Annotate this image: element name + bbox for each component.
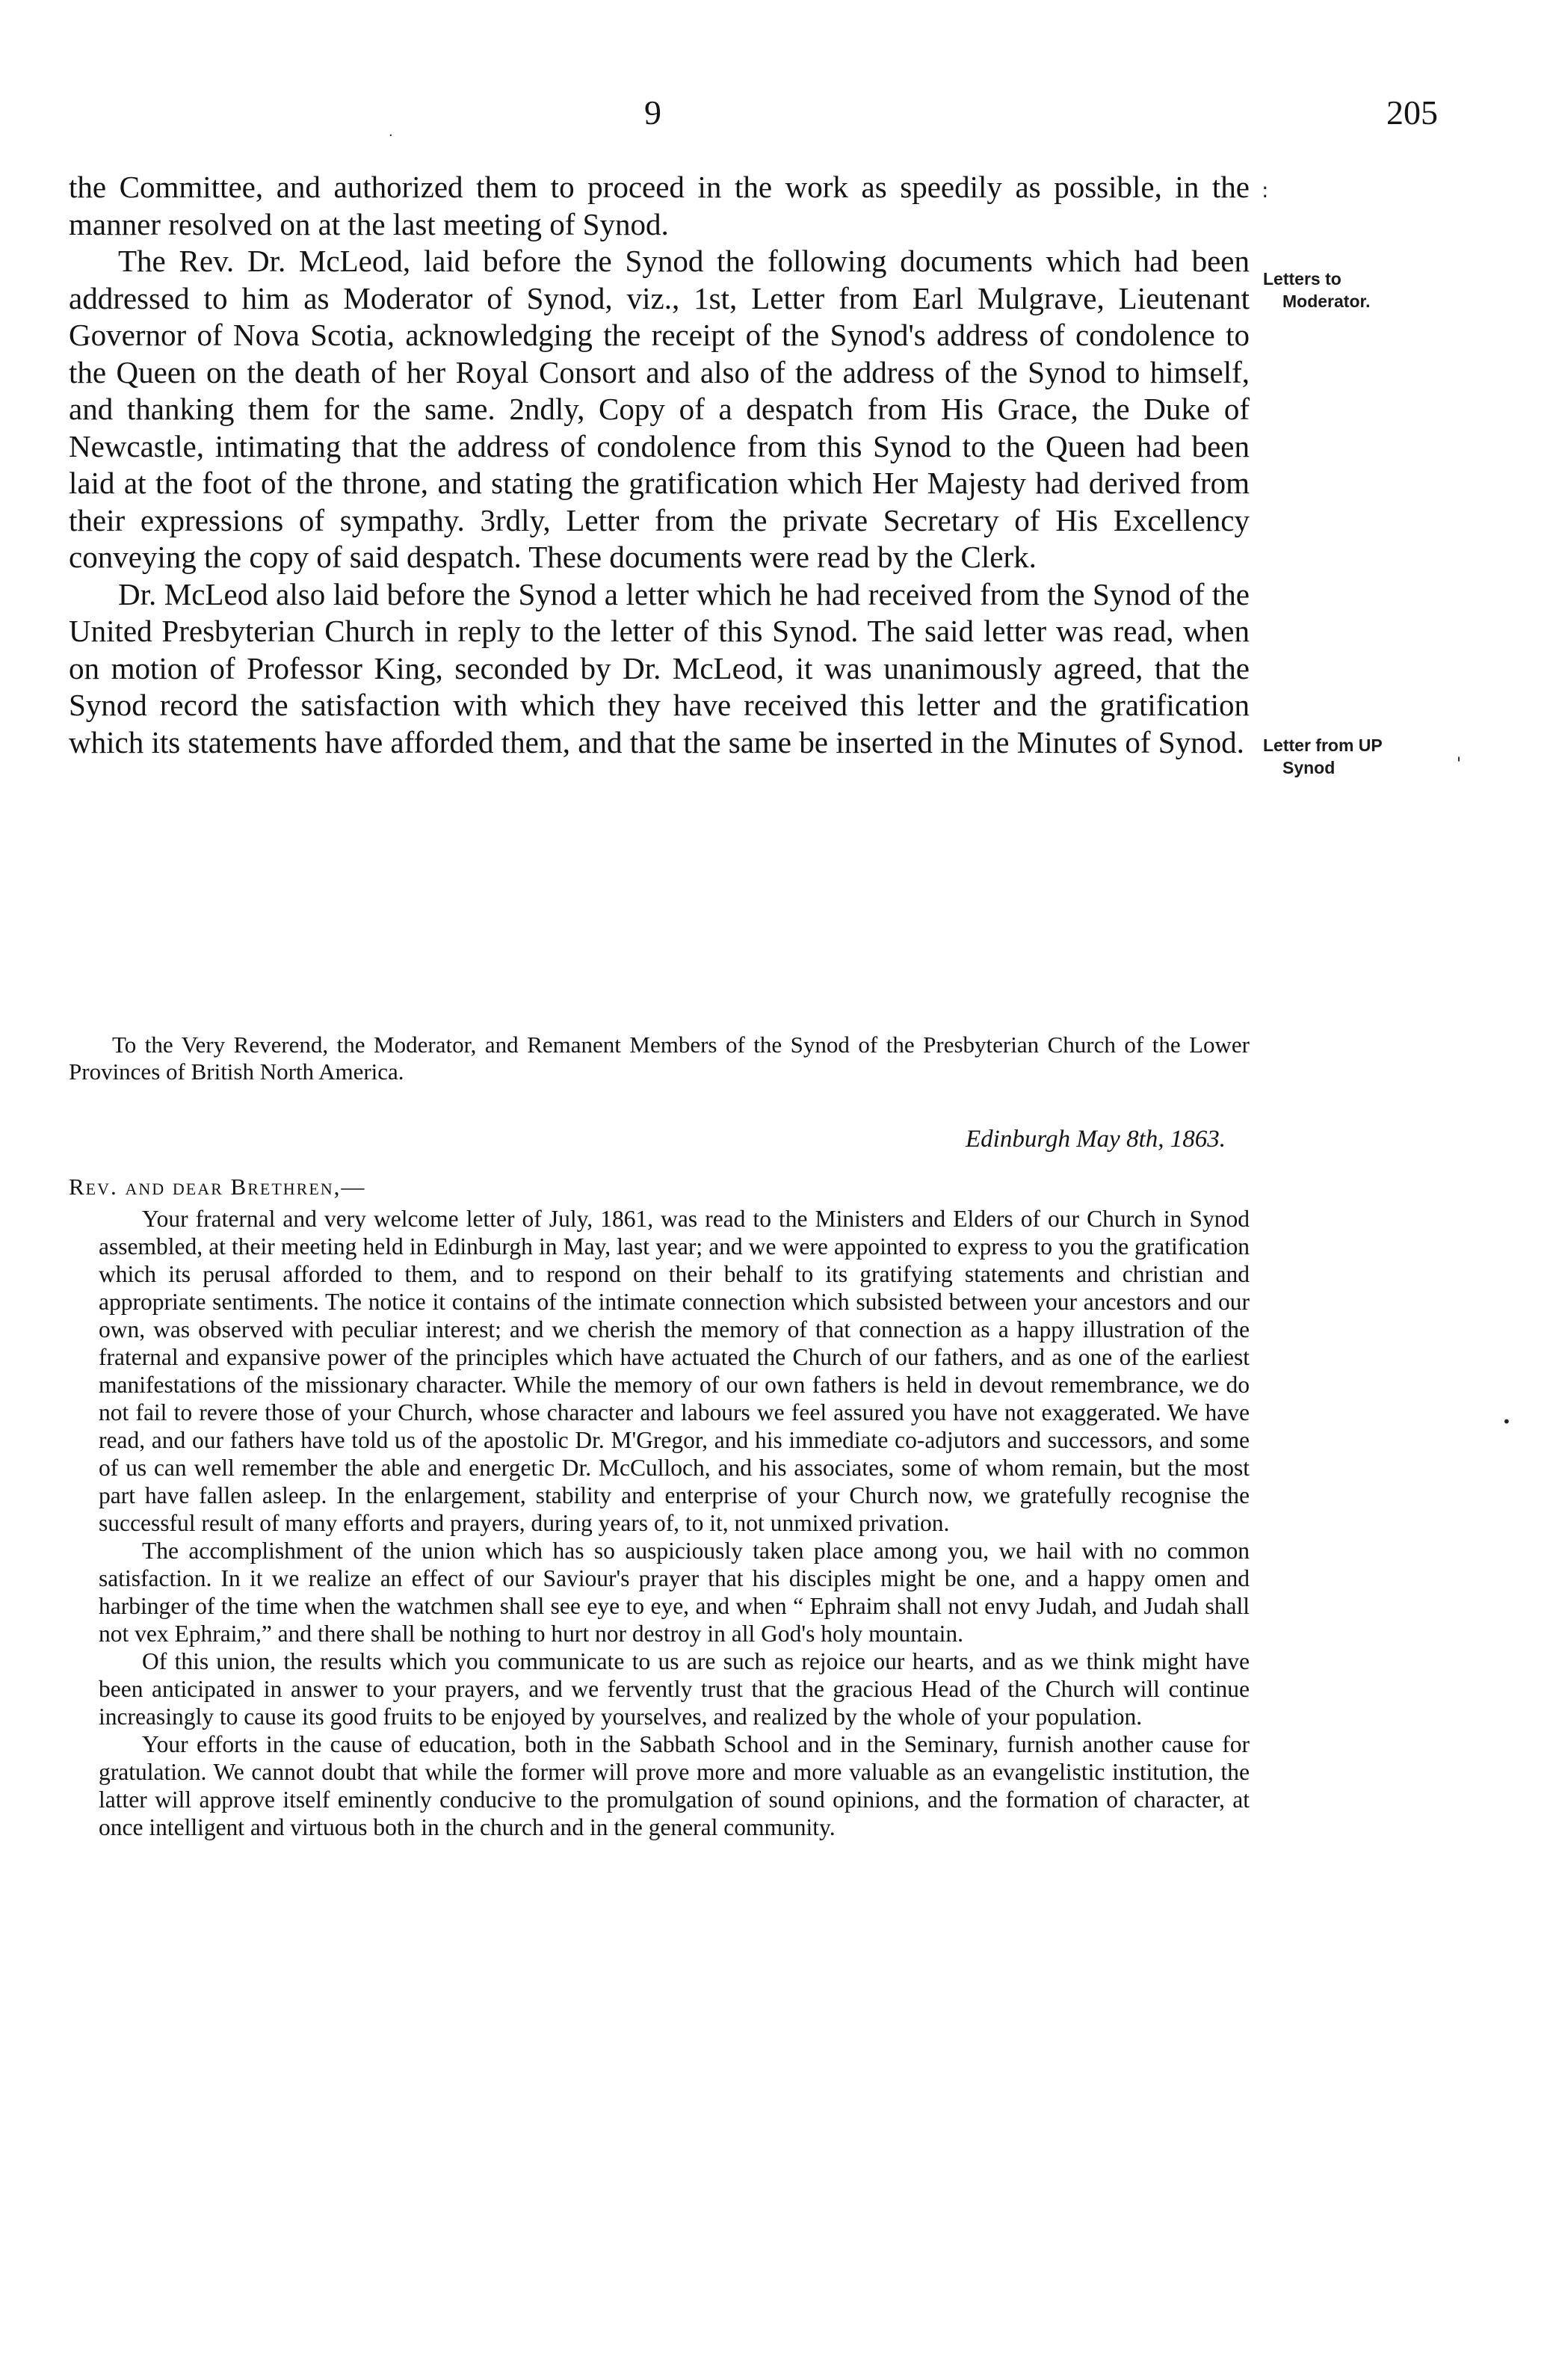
margin-note-letter-from-up-synod bbox=[1263, 734, 1502, 779]
paragraph-committee: the Committee, and authorized them to proceed in the work as speedily as possible, in the manner resolved on at the last meeting of Synod. bbox=[69, 170, 1250, 241]
letter-paragraph: Your fraternal and very welcome letter of July, 1861, was read to the Ministers and Elders of our Church in Synod assembled, at their meeting held in Edinburgh in May, last year; and we were appointed to express to you the gratification which its perusal afforded to them, and to respond on their behalf to its gratifying statements and christian and appropriate sentiments. The notice it contains of the intimate connection which subsisted between your ancestors and our own, was observed with peculiar interest; and we cherish the memory of that connection as a happy illustration of the fraternal and expansive power of the principles which have actuated the Church of our fathers, and as one of the earliest manifestations of the missionary character. While the memory of our own fathers is held in devout remembrance, we do not fail to revere those of your Church, whose character and labours we feel assured you have not exaggerated. We have read, and our fathers have told us of the apostolic Dr. M'Gregor, and his immediate co-adjutors and successors, and some of us can well remember the able and energetic Dr. McCulloch, and his associates, some of whom remain, but the most part have fallen asleep. In the enlargement, stability and enterprise of your Church now, we gratefully recognise the successful result of many efforts and prayers, during years of, to it, not unmixed privation. bbox=[99, 1206, 1250, 1536]
letter-addressee: To the Very Reverend, the Moderator, and Remanent Members of the Synod of the Presbyterian Church of the Lower Provinces of British North America. bbox=[69, 1032, 1250, 1085]
margin-note-line: Letter from UP bbox=[1263, 736, 1383, 755]
letter-body bbox=[99, 1205, 1250, 1841]
header-dot-mark: · bbox=[389, 128, 393, 144]
letter-paragraph: The accomplishment of the union which has so auspiciously taken place among you, we hail with no common satisfaction. In it we realize an effect of our Saviour's prayer that his disciples might be one, and a happy omen and harbinger of the time when the watchmen shall see eye to eye, and when “ Ephraim shall not envy Judah, and Judah shall not vex Ephraim,” and there shall be nothing to hurt nor destroy in all God's holy mountain. bbox=[99, 1538, 1250, 1647]
letter-paragraph: Of this union, the results which you communicate to us are such as rejoice our hearts, and as we think might have been anticipated in answer to your prayers, and we fervently trust that the gracious Head of the Church will continue increasingly to cause its good fruits to be enjoyed by yourselves, and realized by the whole of your population. bbox=[99, 1648, 1250, 1730]
margin-dot-mark: • bbox=[1502, 1413, 1511, 1431]
letter-address-block bbox=[69, 1032, 1250, 1085]
margin-note-line: Letters to bbox=[1263, 269, 1341, 289]
margin-note-line: Synod bbox=[1282, 758, 1336, 777]
left-page-number: 9 bbox=[644, 93, 661, 132]
margin-colon-mark: : bbox=[1262, 178, 1269, 203]
synod-minutes-text bbox=[69, 169, 1250, 761]
letter-dateline: Edinburgh May 8th, 1863. bbox=[966, 1126, 1226, 1153]
margin-tick-mark: ' bbox=[1457, 755, 1462, 774]
paragraph-letters-to-moderator: The Rev. Dr. McLeod, laid before the Synod the following documents which had been addressed to him as Moderator of Synod, viz., 1st, Letter from Earl Mulgrave, Lieutenant Governor of Nova Scotia, acknowledging the receipt of the Synod's address of condolence to the Queen on the death of her Royal Consort and also of the address of the Synod to himself, and thanking them for the same. 2ndly, Copy of a despatch from His Grace, the Duke of Newcastle, intimating that the address of condolence from this Synod to the Queen had been laid at the foot of the throne, and stating the gratification which Her Majesty had derived from their expressions of sympathy. 3rdly, Letter from the private Secretary of His Excellency conveying the copy of said despatch. These documents were read by the Clerk. bbox=[69, 244, 1250, 574]
letter-paragraph: Your efforts in the cause of education, both in the Sabbath School and in the Seminary, furnish another cause for gratulation. We cannot doubt that while the former will prove more and more valuable as an evangelistic institution, the latter will approve itself eminently conducive to the promulgation of sound opinions, and the formation of character, at once intelligent and virtuous both in the church and in the general community. bbox=[99, 1731, 1250, 1840]
right-page-number: 205 bbox=[1386, 93, 1438, 132]
margin-note-line: Moderator. bbox=[1282, 292, 1371, 311]
letter-salutation: Rev. and dear Brethren,— bbox=[69, 1174, 366, 1200]
margin-note-letters-to-moderator bbox=[1263, 268, 1502, 312]
paragraph-letter-from-up-synod: Dr. McLeod also laid before the Synod a letter which he had received from the Synod of the United Presbyterian Church in reply to the letter of this Synod. The said letter was read, when on motion of Professor King, seconded by Dr. McLeod, it was unanimously agreed, that the Synod record the satisfaction with which they have received this letter and the gratification which its statements have afforded them, and that the same be inserted in the Minutes of Synod. bbox=[69, 576, 1250, 759]
